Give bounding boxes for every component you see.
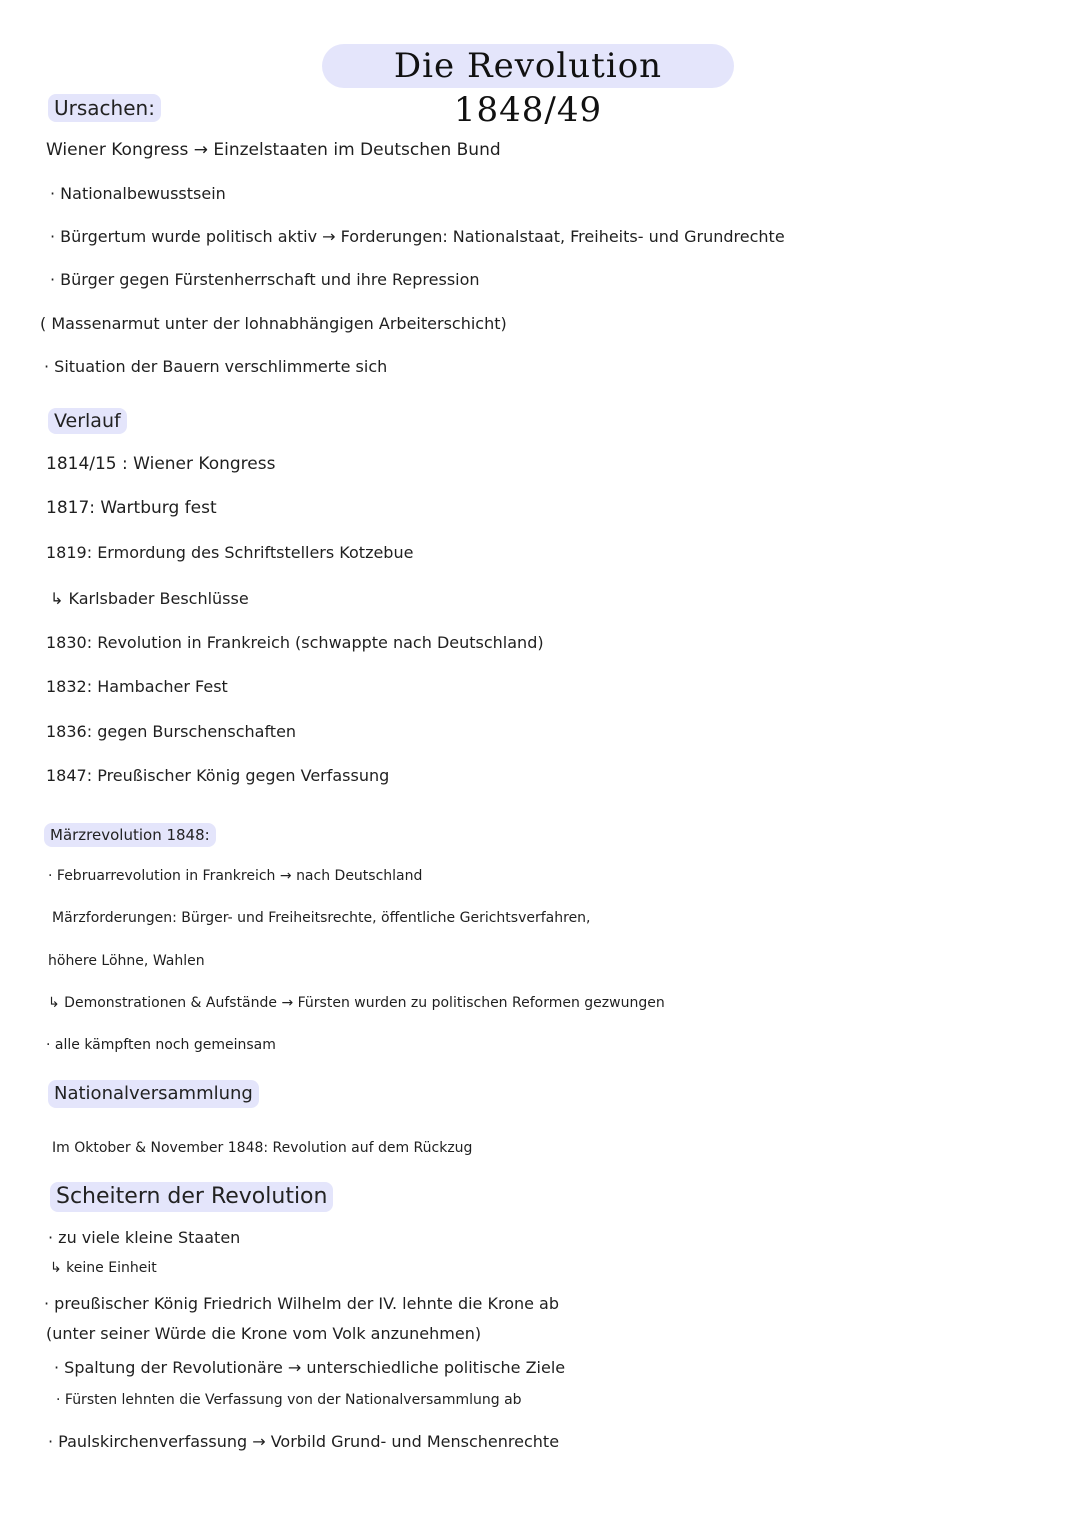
note-line: 1830: Revolution in Frankreich (schwappte nach Deutschland) [46, 633, 544, 652]
note-line: ↳ Karlsbader Beschlüsse [50, 589, 249, 608]
note-line: Wiener Kongress → Einzelstaaten im Deutschen Bund [46, 140, 501, 160]
note-line: · Februarrevolution in Frankreich → nach Deutschland [48, 868, 423, 884]
note-line: · Fürsten lehnten die Verfassung von der Nationalversammlung ab [56, 1392, 522, 1408]
note-line: ↳ keine Einheit [50, 1260, 157, 1276]
section-heading-verlauf: Verlauf [48, 408, 127, 434]
note-line: · alle kämpften noch gemeinsam [46, 1037, 276, 1053]
note-line: Märzforderungen: Bürger- und Freiheitsrechte, öffentliche Gerichtsverfahren, [52, 910, 591, 926]
section-heading-scheitern: Scheitern der Revolution [50, 1182, 333, 1212]
note-line: ↳ Demonstrationen & Aufstände → Fürsten wurden zu politischen Reformen gezwungen [48, 995, 665, 1011]
section-heading-ursachen: Ursachen: [48, 94, 161, 122]
note-line: · Paulskirchenverfassung → Vorbild Grund- und Menschenrechte [48, 1432, 560, 1451]
note-line: 1832: Hambacher Fest [46, 677, 228, 696]
note-line: 1814/15 : Wiener Kongress [46, 454, 276, 474]
note-line: höhere Löhne, Wahlen [48, 953, 205, 969]
note-line: 1836: gegen Burschenschaften [46, 722, 297, 741]
note-line: · Spaltung der Revolutionäre → unterschiedliche politische Ziele [54, 1358, 566, 1377]
note-line: 1819: Ermordung des Schriftstellers Kotzebue [46, 543, 414, 562]
note-line: 1847: Preußischer König gegen Verfassung [46, 766, 390, 785]
note-line: · Bürgertum wurde politisch aktiv → Forderungen: Nationalstaat, Freiheits- und Grundrechte [50, 227, 785, 246]
note-line: · zu viele kleine Staaten [48, 1228, 241, 1247]
section-heading-nationalversammlung: Nationalversammlung [48, 1080, 259, 1108]
note-line: · Nationalbewusstsein [50, 184, 226, 203]
note-line: · Situation der Bauern verschlimmerte sich [44, 357, 388, 376]
note-line: ( Massenarmut unter der lohnabhängigen Arbeiterschicht) [40, 314, 507, 333]
note-line: Im Oktober & November 1848: Revolution auf dem Rückzug [52, 1140, 473, 1156]
page-title: Die Revolution 1848/49 [322, 44, 734, 88]
section-heading-maerzrevolution: Märzrevolution 1848: [44, 823, 216, 847]
note-line: · Bürger gegen Fürstenherrschaft und ihre Repression [50, 270, 480, 289]
note-line: (unter seiner Würde die Krone vom Volk anzunehmen) [46, 1324, 482, 1343]
note-line: 1817: Wartburg fest [46, 498, 217, 518]
note-line: · preußischer König Friedrich Wilhelm der IV. lehnte die Krone ab [44, 1294, 560, 1313]
